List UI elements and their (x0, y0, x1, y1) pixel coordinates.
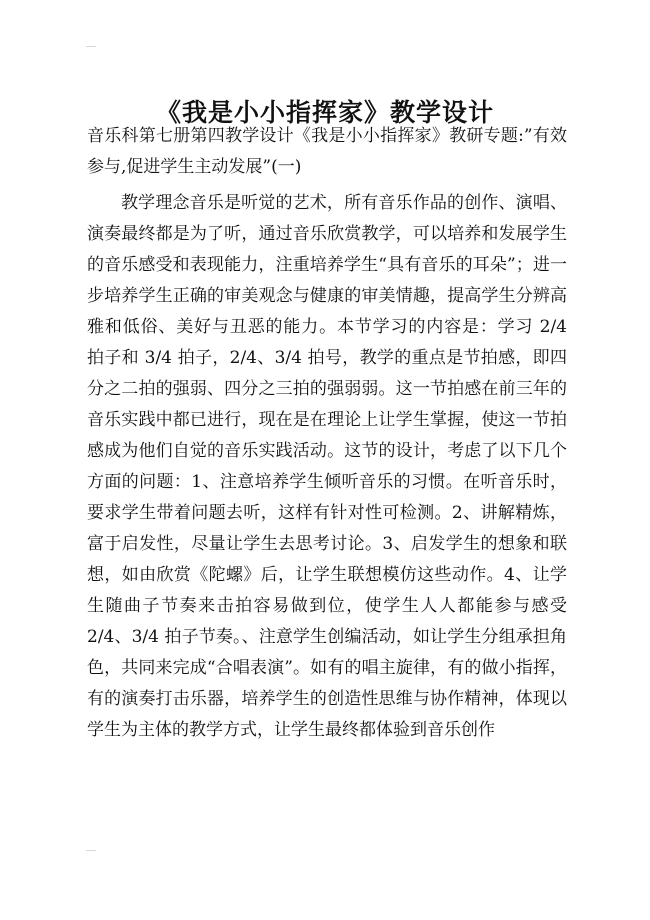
body-paragraph: 教学理念音乐是听觉的艺术，所有音乐作品的创作、演唱、演奏最终都是为了听，通过音乐欣赏教学，可以培养和发展学生的音乐感受和表现能力，注重培养学生“具有音乐的耳朵”；进一步培养学生正确的审美观念与健康的审美情趣，提高学生分辨高雅和低俗、美好与丑恶的能力。本节学习的内容是：学习 2/4 拍子和 3/4 拍子，2/4、3/4 拍号，教学的重点是节拍感，即四分之二拍的强弱、四分之三拍的强弱弱。这一节拍感在前三年的音乐实践中都已进行，现在是在理论上让学生掌握，使这一节拍感成为他们自觉的音乐实践活动。这节的设计，考虑了以下几个方面的问题：1、注意培养学生倾听音乐的习惯。在听音乐时，要求学生带着问题去听，这样有针对性可检测。2、讲解精炼，富于启发性，尽量让学生去思考讨论。3、启发学生的想象和联想，如由欣赏《陀螺》后，让学生联想模仿这些动作。4、让学生随曲子节奏来击拍容易做到位，使学生人人都能参与感受 2/4、3/4 拍子节奏。、注意学生创编活动，如让学生分组承担角色，共同来完成“合唱表演”。如有的唱主旋律，有的做小指挥，有的演奏打击乐器，培养学生的创造性思维与协作精神，体现以学生为主体的教学方式，让学生最终都体验到音乐创作 (87, 193, 567, 740)
document-content (87, 121, 567, 746)
top-corner-mark (86, 46, 96, 47)
document-title: 《我是小小指挥家》教学设计 (155, 97, 494, 127)
bottom-corner-mark (86, 850, 96, 851)
document-subtitle: 音乐科第七册第四教学设计《我是小小指挥家》教研专题:”有效参与,促进学生主动发展”(一) (87, 126, 567, 177)
